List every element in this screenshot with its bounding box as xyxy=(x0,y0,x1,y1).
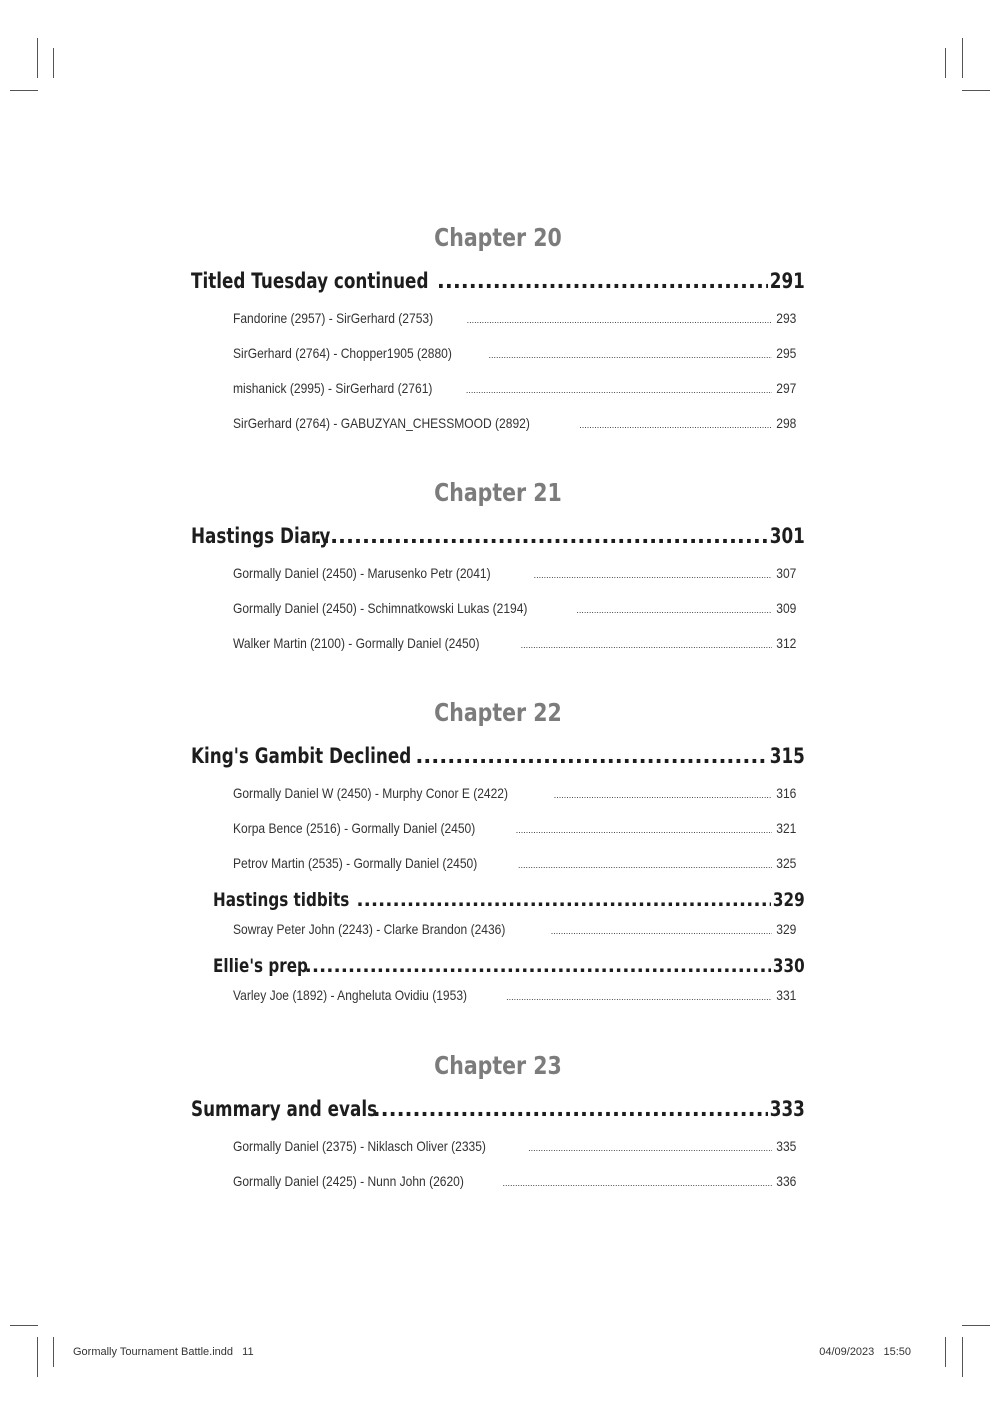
toc-game-entry[interactable] xyxy=(233,1173,796,1189)
toc-game-entry[interactable] xyxy=(233,820,796,836)
dot-leader xyxy=(518,860,772,870)
entry-title: Hastings Diary xyxy=(191,524,331,548)
toc-game-entry[interactable] xyxy=(233,415,796,431)
toc-game-entry[interactable] xyxy=(233,310,796,326)
file-name: Gormally Tournament Battle.indd xyxy=(73,1346,233,1358)
entry-title: Petrov Martin (2535) - Gormally Daniel (2450) xyxy=(233,855,478,871)
entry-page: 329 xyxy=(773,889,805,911)
dot-leader xyxy=(576,605,771,615)
entry-page: 291 xyxy=(769,269,805,293)
dot-leader xyxy=(502,1178,771,1188)
entry-title: Hastings tidbits xyxy=(213,889,350,911)
entry-title: Sowray Peter John (2243) - Clarke Brandon (2436) xyxy=(233,921,506,937)
dot-leader xyxy=(579,420,771,430)
page-number: 11 xyxy=(242,1346,254,1358)
crop-mark xyxy=(945,1337,946,1367)
crop-mark xyxy=(962,38,963,78)
toc-section-entry[interactable] xyxy=(213,955,805,977)
toc-game-entry[interactable] xyxy=(233,921,796,937)
entry-title: Ellie's prep xyxy=(213,955,308,977)
toc-game-entry[interactable] xyxy=(233,987,796,1003)
dot-leader xyxy=(467,315,772,325)
print-date: 04/09/2023 xyxy=(819,1346,875,1358)
dot-leader xyxy=(415,744,768,768)
crop-mark xyxy=(962,90,990,91)
entry-title: SirGerhard (2764) - GABUZYAN_CHESSMOOD (2892) xyxy=(233,415,530,431)
entry-page: 309 xyxy=(775,600,796,616)
crop-mark xyxy=(53,1337,54,1367)
dot-leader xyxy=(516,825,772,835)
entry-title: Walker Martin (2100) - Gormally Daniel (2450) xyxy=(233,635,480,651)
entry-title: King's Gambit Declined xyxy=(191,744,412,768)
entry-title: Titled Tuesday continued xyxy=(191,269,429,293)
entry-page: 336 xyxy=(775,1173,796,1189)
entry-page: 312 xyxy=(775,635,796,651)
crop-mark xyxy=(945,48,946,78)
print-time: 15:50 xyxy=(883,1346,911,1358)
entry-page: 330 xyxy=(773,955,805,977)
entry-page: 325 xyxy=(775,855,796,871)
slug-file-name xyxy=(73,1346,254,1358)
dot-leader xyxy=(506,992,772,1002)
entry-title: Gormally Daniel (2450) - Marusenko Petr (2041) xyxy=(233,565,491,581)
entry-page: 321 xyxy=(775,820,796,836)
toc-game-entry[interactable] xyxy=(233,785,796,801)
dot-leader xyxy=(314,524,768,548)
crop-mark xyxy=(53,48,54,78)
crop-mark xyxy=(37,1337,38,1377)
entry-page: 333 xyxy=(769,1097,805,1121)
toc-chapter-entry[interactable] xyxy=(191,524,805,548)
entry-page: 315 xyxy=(769,744,805,768)
toc-chapter-entry[interactable] xyxy=(191,269,805,293)
crop-mark xyxy=(37,38,38,78)
entry-title: Fandorine (2957) - SirGerhard (2753) xyxy=(233,310,434,326)
crop-mark xyxy=(10,90,38,91)
entry-page: 301 xyxy=(769,524,805,548)
toc-chapter-entry[interactable] xyxy=(191,1097,805,1121)
entry-title: Gormally Daniel (2450) - Schimnatkowski Lukas (2194) xyxy=(233,600,528,616)
toc-game-entry[interactable] xyxy=(233,635,796,651)
entry-page: 297 xyxy=(775,380,796,396)
toc-game-entry[interactable] xyxy=(233,855,796,871)
entry-page: 295 xyxy=(775,345,796,361)
toc-game-entry[interactable] xyxy=(233,565,796,581)
entry-title: Gormally Daniel (2425) - Nunn John (2620) xyxy=(233,1173,464,1189)
chapter-heading: Chapter 23 xyxy=(434,1051,562,1080)
entry-page: 293 xyxy=(775,310,796,326)
dot-leader xyxy=(551,926,772,936)
chapter-heading: Chapter 21 xyxy=(434,478,562,507)
crop-mark xyxy=(10,1325,38,1326)
dot-leader xyxy=(488,350,771,360)
crop-mark xyxy=(962,1325,990,1326)
toc-game-entry[interactable] xyxy=(233,380,796,396)
dot-leader xyxy=(356,889,771,911)
entry-title: mishanick (2995) - SirGerhard (2761) xyxy=(233,380,433,396)
toc-chapter-entry[interactable] xyxy=(191,744,805,768)
entry-page: 307 xyxy=(775,565,796,581)
entry-title: SirGerhard (2764) - Chopper1905 (2880) xyxy=(233,345,452,361)
dot-leader xyxy=(554,790,772,800)
toc-section-entry[interactable] xyxy=(213,889,805,911)
entry-page: 329 xyxy=(775,921,796,937)
entry-page: 331 xyxy=(775,987,796,1003)
entry-page: 316 xyxy=(775,785,796,801)
dot-leader xyxy=(373,1097,769,1121)
toc-game-entry[interactable] xyxy=(233,1138,796,1154)
entry-title: Gormally Daniel W (2450) - Murphy Conor E (2422) xyxy=(233,785,509,801)
slug-timestamp xyxy=(819,1346,911,1358)
chapter-heading: Chapter 20 xyxy=(434,223,562,252)
toc-game-entry[interactable] xyxy=(233,600,796,616)
entry-page: 335 xyxy=(775,1138,796,1154)
entry-title: Korpa Bence (2516) - Gormally Daniel (2450) xyxy=(233,820,476,836)
entry-title: Varley Joe (1892) - Angheluta Ovidiu (1953) xyxy=(233,987,468,1003)
crop-mark xyxy=(962,1337,963,1377)
chapter-heading: Chapter 22 xyxy=(434,698,562,727)
entry-title: Gormally Daniel (2375) - Niklasch Oliver (2335) xyxy=(233,1138,486,1154)
entry-page: 298 xyxy=(775,415,796,431)
entry-title: Summary and evals xyxy=(191,1097,378,1121)
dot-leader xyxy=(528,1143,772,1153)
dot-leader xyxy=(437,269,768,293)
dot-leader xyxy=(466,385,772,395)
toc-game-entry[interactable] xyxy=(233,345,796,361)
dot-leader xyxy=(521,640,772,650)
dot-leader xyxy=(305,955,772,977)
dot-leader xyxy=(534,570,772,580)
